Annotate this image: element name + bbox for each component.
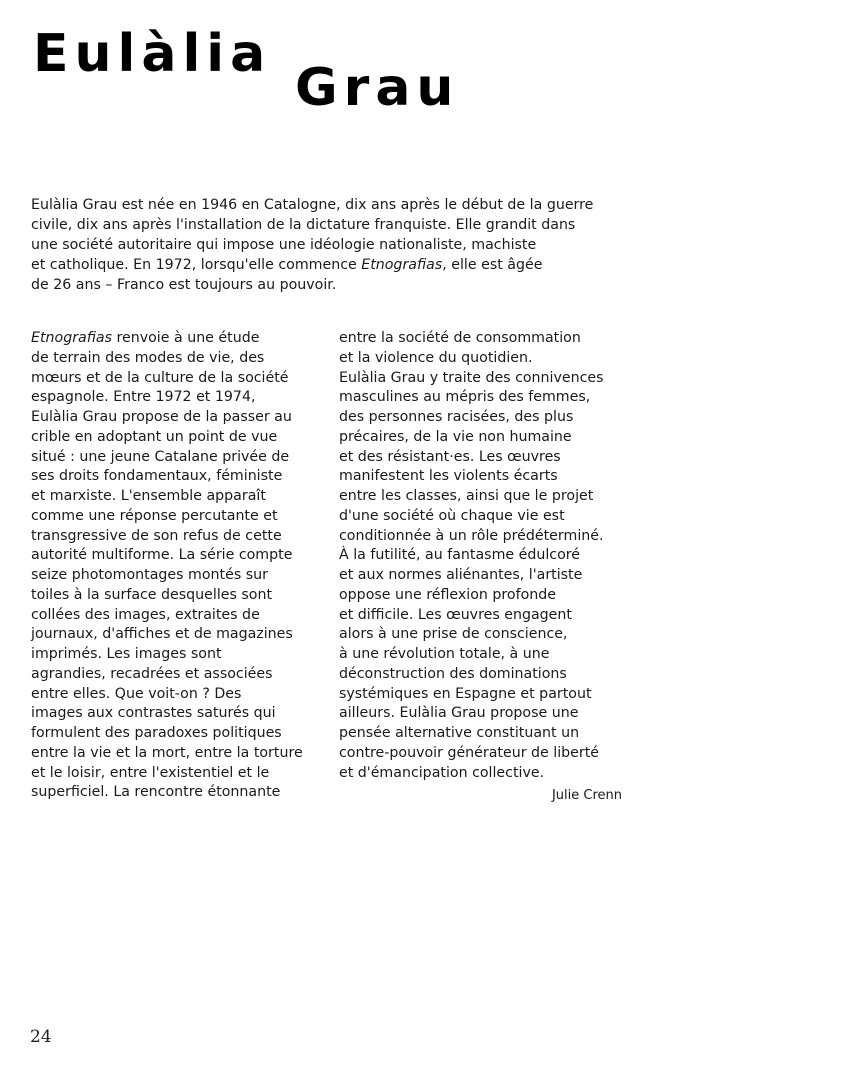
column-left-line: transgressive de son refus de cette [31, 527, 282, 544]
column-left-line: situé : une jeune Catalane privée de [31, 448, 290, 465]
intro-line: civile, dix ans après l'installation de la dictature franquiste. Elle grandit dans [31, 217, 576, 233]
column-left-line-rest: renvoie à une étude [111, 330, 260, 346]
column-left-line: images aux contrastes saturés qui [31, 705, 276, 722]
column-right-line: contre-pouvoir générateur de liberté [339, 744, 600, 761]
work-title-italic: Etnografias [361, 257, 443, 273]
column-left-line: formulent des paradoxes politiques [31, 725, 282, 741]
column-right-line: et des résistant·es. Les œuvres [339, 448, 561, 465]
intro-line-end: , elle est âgée [442, 257, 543, 273]
column-left-line: seize photomontages montés sur [31, 567, 268, 583]
intro-line: une société autoritaire qui impose une idéologie nationaliste, machiste [31, 237, 537, 253]
column-left-line [31, 329, 331, 349]
column-right [339, 329, 639, 783]
column-left-line: espagnole. Entre 1972 et 1974, [31, 389, 256, 406]
column-right-line: à une révolution totale, à une [339, 646, 550, 662]
column-left-line: toiles à la surface desquelles sont [31, 586, 273, 603]
column-right-line: et la violence du quotidien. [339, 349, 533, 366]
column-left-line: entre elles. Que voit-on ? Des [31, 685, 242, 702]
column-left-line: collées des images, extraites de [31, 606, 260, 623]
intro-line-start: et catholique. En 1972, lorsqu'elle commence [31, 257, 362, 273]
column-left-line: et marxiste. L'ensemble apparaît [31, 488, 266, 504]
column-left-line: autorité multiforme. La série compte [31, 547, 293, 564]
column-right-line: précaires, de la vie non humaine [339, 428, 572, 445]
title-last-name: Grau [295, 58, 460, 118]
column-right-line: systémiques en Espagne et partout [339, 685, 592, 702]
column-right-line: d'une société où chaque vie est [339, 507, 565, 524]
column-right-line: alors à une prise de conscience, [339, 626, 568, 643]
column-left-line: de terrain des modes de vie, des [31, 349, 265, 366]
intro-line: de 26 ans – Franco est toujours au pouvoir. [31, 277, 337, 293]
page-number: 24 [30, 1027, 52, 1047]
column-right-line: masculines au mépris des femmes, [339, 389, 591, 406]
column-right-line: manifestent les violents écarts [339, 468, 558, 485]
column-right-line: et d'émancipation collective. [339, 764, 545, 781]
work-title-italic: Etnografias [31, 330, 112, 346]
intro-line [31, 255, 641, 275]
column-left-line: entre la vie et la mort, entre la torture [31, 744, 303, 761]
title-first-name: Eulàlia [33, 24, 272, 84]
column-right-line: et difficile. Les œuvres engagent [339, 606, 572, 623]
column-left-line: mœurs et de la culture de la société [31, 369, 289, 386]
intro-paragraph [31, 195, 641, 295]
column-right-line: À la futilité, au fantasme édulcoré [339, 547, 581, 564]
column-left-line: superficiel. La rencontre étonnante [31, 784, 281, 801]
column-left [31, 329, 331, 803]
column-right-line: conditionnée à un rôle prédéterminé. [339, 527, 604, 544]
column-right-line: et aux normes aliénantes, l'artiste [339, 567, 583, 583]
column-left-line: et le loisir, entre l'existentiel et le [31, 764, 270, 781]
column-right-line: ailleurs. Eulàlia Grau propose une [339, 705, 579, 722]
column-left-line: journaux, d'affiches et de magazines [31, 626, 293, 643]
column-right-line: entre les classes, ainsi que le projet [339, 488, 594, 504]
author-signature: Julie Crenn [551, 788, 622, 803]
column-left-line: crible en adoptant un point de vue [31, 428, 278, 445]
column-right-line: entre la société de consommation [339, 330, 581, 346]
column-left-line: ses droits fondamentaux, féministe [31, 468, 283, 485]
column-left-line: agrandies, recadrées et associées [31, 665, 273, 682]
column-right-line: oppose une réflexion profonde [339, 586, 557, 603]
column-right-line: Eulàlia Grau y traite des connivences [339, 369, 604, 386]
column-left-line: imprimés. Les images sont [31, 646, 222, 662]
column-left-line: comme une réponse percutante et [31, 507, 278, 524]
intro-line: Eulàlia Grau est née en 1946 en Catalogne, dix ans après le début de la guerre [31, 197, 594, 213]
column-left-line: Eulàlia Grau propose de la passer au [31, 409, 292, 425]
column-right-line: déconstruction des dominations [339, 665, 567, 682]
column-right-line: pensée alternative constituant un [339, 725, 580, 741]
column-right-line: des personnes racisées, des plus [339, 409, 574, 425]
